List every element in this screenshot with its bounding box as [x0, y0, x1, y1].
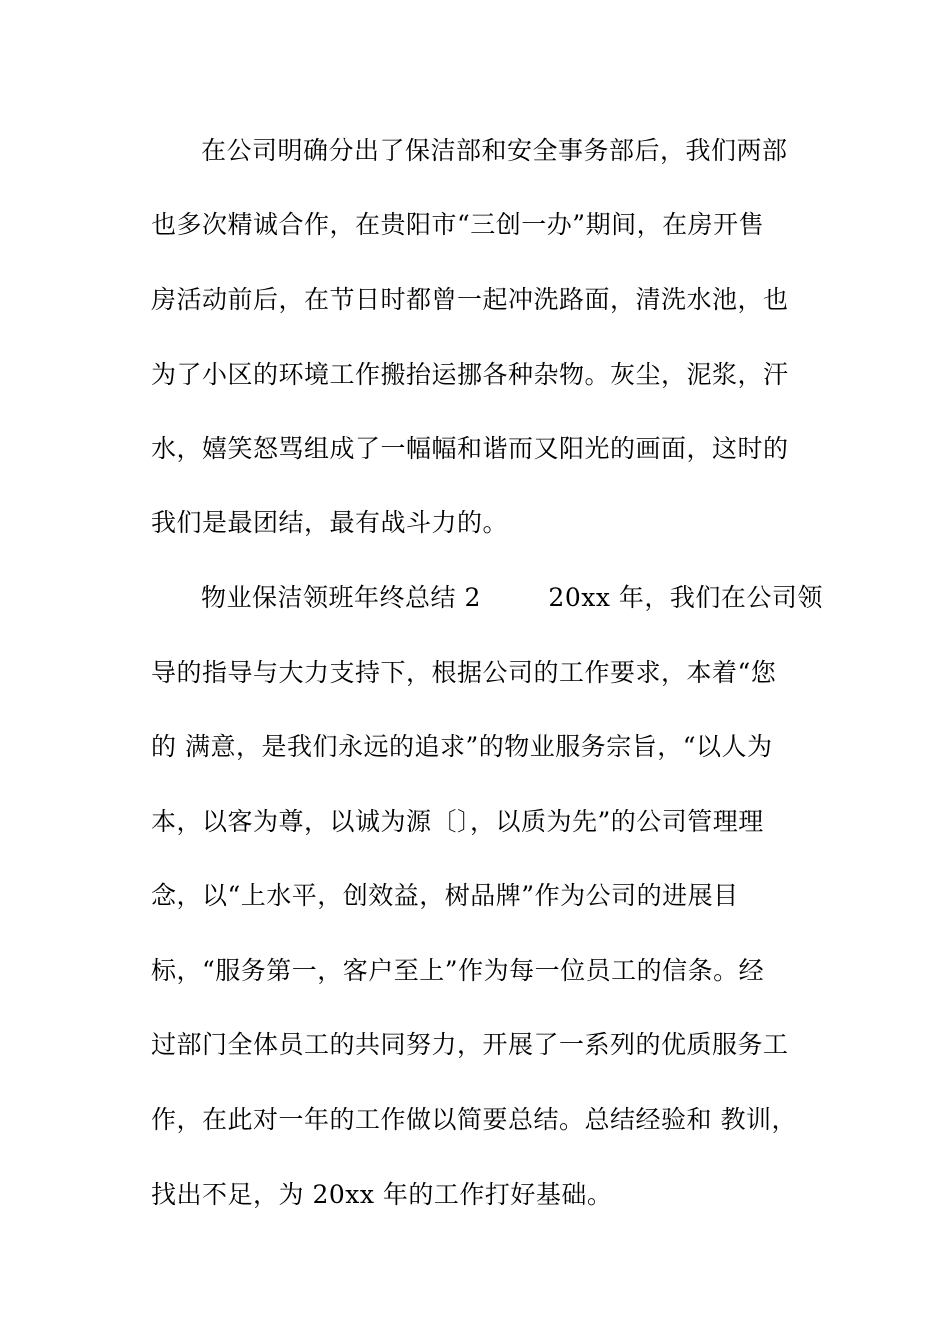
paragraph-2-line-6: 标，“服务第一，客户至上”作为每一位员工的信条。经 — [151, 956, 765, 985]
paragraph-2-line-2: 导的指导与大力支持下，根据公司的工作要求，本着“您 — [151, 658, 777, 687]
paragraph-1-line-6: 我们是最团结，最有战斗力的。 — [151, 508, 509, 537]
paragraph-1-line-5: 水，嬉笑怒骂组成了一幅幅和谐而又阳光的画面，这时的 — [151, 434, 789, 463]
paragraph-2-line-7: 过部门全体员工的共同努力，开展了一系列的优质服务工 — [151, 1030, 789, 1059]
paragraph-2-line-3: 的 满意，是我们永远的追求”的物业服务宗旨，“以人为 — [151, 732, 773, 761]
paragraph-1-line-4: 为了小区的环境工作搬抬运挪各种杂物。灰尘，泥浆，汗 — [151, 360, 789, 389]
paragraph-2-line-9: 找出不足，为 20xx 年的工作打好基础。 — [151, 1180, 613, 1209]
paragraph-2-line-8: 作，在此对一年的工作做以简要总结。总结经验和 教训， — [151, 1105, 797, 1134]
paragraph-1-line-2: 也多次精诚合作，在贵阳市“三创一办”期间，在房开售 — [151, 210, 765, 239]
paragraph-2-line-1: 物业保洁领班年终总结 2 20xx 年，我们在公司领 — [201, 583, 823, 612]
paragraph-1-line-3: 房活动前后，在节日时都曾一起冲洗路面，清洗水池，也 — [151, 285, 789, 314]
paragraph-2-line-5: 念，以“上水平，创效益，树品牌”作为公司的进展目 — [151, 881, 739, 910]
paragraph-1-line-1: 在公司明确分出了保洁部和安全事务部后，我们两部 — [201, 136, 788, 165]
paragraph-2-line-4: 本，以客为尊，以诚为源〔〕，以质为先”的公司管理理 — [151, 807, 764, 836]
